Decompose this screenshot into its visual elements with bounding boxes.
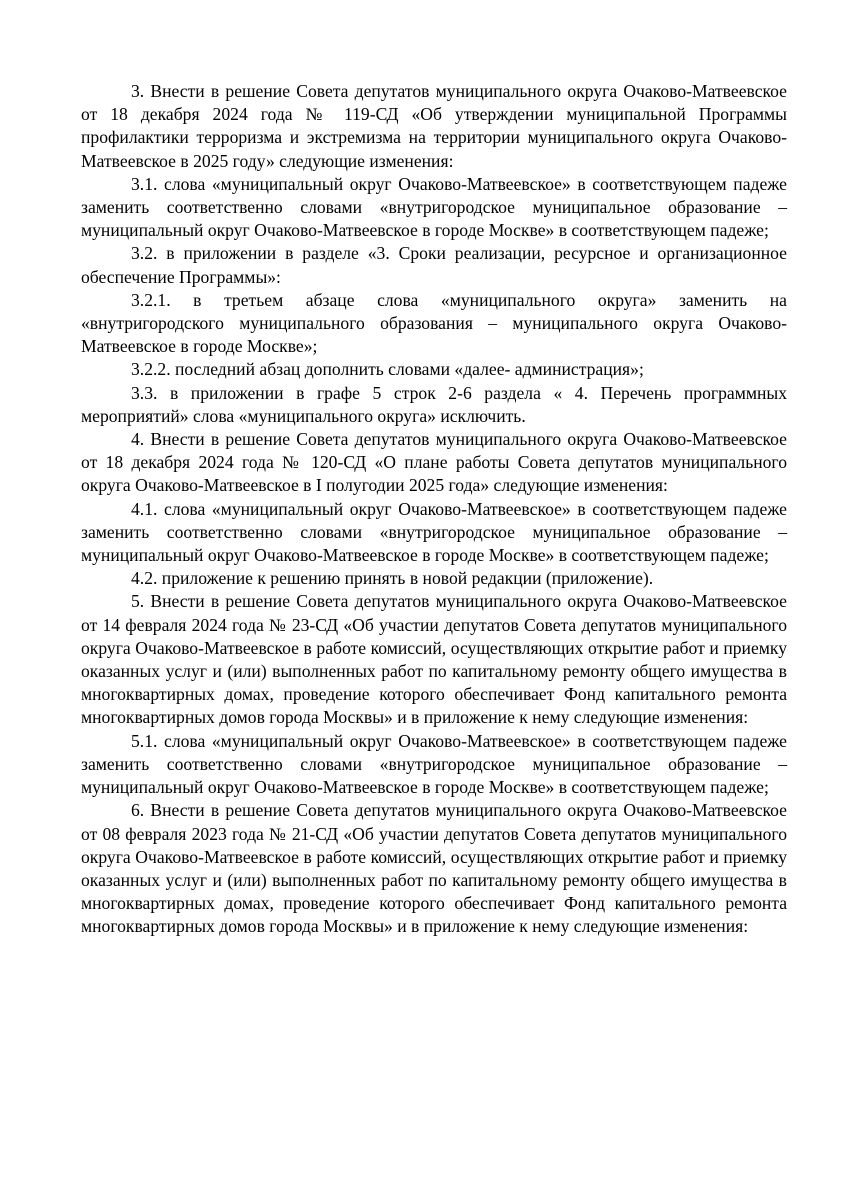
paragraph-4-1: 4.1. слова «муниципальный округ Очаково-Матвеевское» в соответствующем падеже заменить соответственно словами «внутригородское муниципальное образование – муниципальный округ Очаково-Матвеевское в городе Москве» в соответствующем падеже; (81, 498, 787, 566)
paragraph-6: 6. Внести в решение Совета депутатов муниципального округа Очаково-Матвеевское от 08 февраля 2023 года № 21-СД «Об участии депутатов Совета депутатов муниципального округа Очаково-Матвеевское в работе комиссий, осуществляющих открытие работ и приемку оказанных услуг и (или) выполненных работ по капитальному ремонту общего имущества в многоквартирных домах, проведение которого обеспечивает Фонд капитального ремонта многоквартирных домов города Москвы» и в приложение к нему следующие изменения: (81, 800, 787, 937)
paragraph-3-1: 3.1. слова «муниципальный округ Очаково-Матвеевское» в соответствующем падеже заменить соответственно словами «внутригородское муниципальное образование – муниципальный округ Очаково-Матвеевское в городе Москве» в соответствующем падеже; (81, 173, 787, 241)
paragraph-3: 3. Внести в решение Совета депутатов муниципального округа Очаково-Матвеевское от 18 декабря 2024 года № 119-СД «Об утверждении муниципальной Программы профилактики терроризма и экстремизма на территории муниципального округа Очаково-Матвеевское в 2025 году» следующие изменения: (81, 81, 787, 171)
paragraph-3-3: 3.3. в приложении в графе 5 строк 2-6 раздела « 4. Перечень программных мероприятий» слова «муниципального округа» исключить. (81, 382, 787, 426)
paragraph-5-1: 5.1. слова «муниципальный округ Очаково-Матвеевское» в соответствующем падеже заменить соответственно словами «внутригородское муниципальное образование – муниципальный округ Очаково-Матвеевское в городе Москве» в соответствующем падеже; (81, 730, 787, 798)
paragraph-4-2: 4.2. приложение к решению принять в новой редакции (приложение). (131, 568, 654, 589)
paragraph-3-2: 3.2. в приложении в разделе «3. Сроки реализации, ресурсное и организационное обеспечение Программы»: (81, 243, 787, 287)
paragraph-3-2-2: 3.2.2. последний абзац дополнить словами «далее- администрация»; (131, 359, 644, 380)
document-page (81, 80, 787, 939)
paragraph-4: 4. Внести в решение Совета депутатов муниципального округа Очаково-Матвеевское от 18 декабря 2024 года № 120-СД «О плане работы Совета депутатов муниципального округа Очаково-Матвеевское в I полугодии 2025 года» следующие изменения: (81, 429, 787, 496)
paragraph-5: 5. Внести в решение Совета депутатов муниципального округа Очаково-Матвеевское от 14 февраля 2024 года № 23-СД «Об участии депутатов Совета депутатов муниципального округа Очаково-Матвеевское в работе комиссий, осуществляющих открытие работ и приемку оказанных услуг и (или) выполненных работ по капитальному ремонту общего имущества в многоквартирных домах, проведение которого обеспечивает Фонд капитального ремонта многоквартирных домов города Москвы» и в приложение к нему следующие изменения: (81, 591, 787, 728)
paragraph-3-2-1: 3.2.1. в третьем абзаце слова «муниципального округа» заменить на «внутригородского муниципального образования – муниципального округа Очаково-Матвеевское в городе Москве»; (81, 289, 787, 357)
